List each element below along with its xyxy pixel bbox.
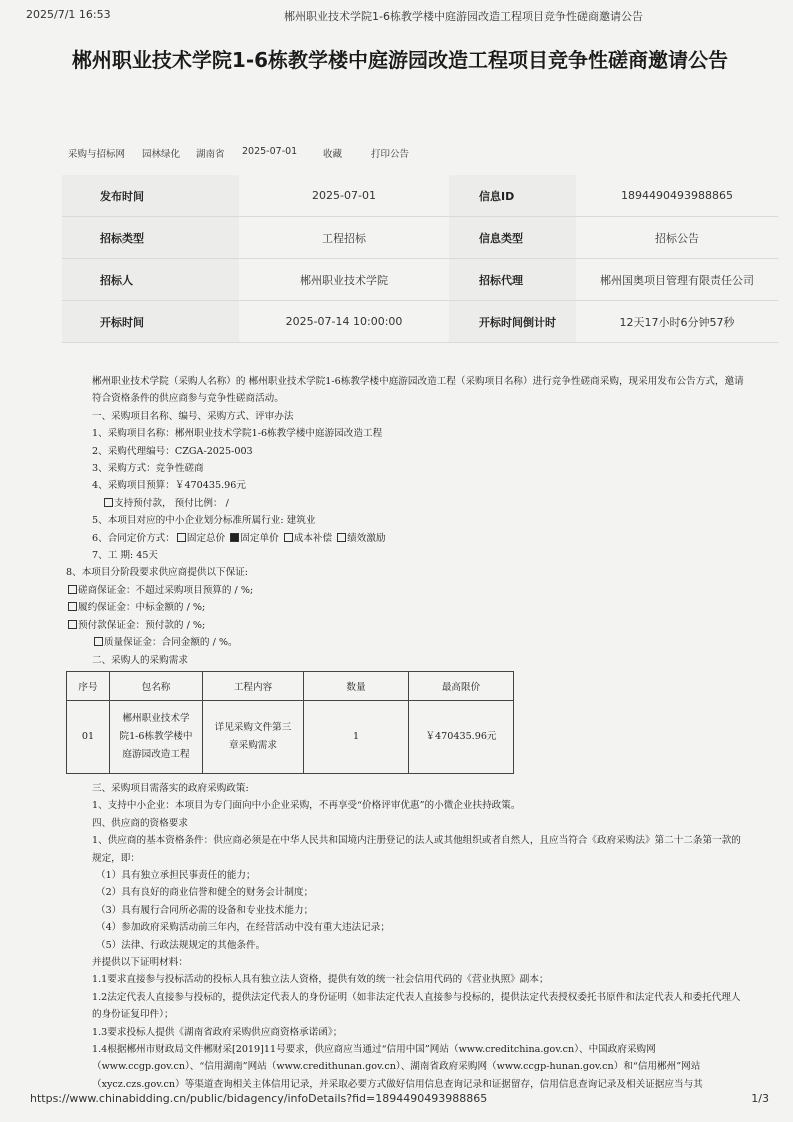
section-heading: 三、采购项目需落实的政府采购政策:	[92, 782, 249, 794]
cell-text: 章采购需求	[229, 739, 277, 751]
info-row	[62, 259, 778, 301]
list-item: 7、工 期: 45天	[92, 550, 159, 562]
meta-date: 2025-07-01	[242, 146, 298, 157]
list-item: （4）参加政府采购活动前三年内，在经营活动中没有重大违法记录；	[96, 922, 390, 934]
list-item: 1、采购项目名称：郴州职业技术学院1-6栋教学楼中庭游园改造工程	[92, 428, 383, 440]
info-type-value: 招标公告	[576, 217, 778, 259]
pricing-option: 成本补偿	[293, 532, 333, 544]
list-item: 1.4根据郴州市财政局文件郴财采[2019]11号要求，供应商应当通过“信用中国”网站（www.creditchina.gov.cn）、中国政府采购网（www.ccgp.gov.cn）、“信用湖南”网站（www.credithunan.gov.cn）、湖南省政府采购网（www.ccgp-hunan.gov.cn）和“信用郴州”网站（xycz.czs.gov.cn）等渠道查询相关主体信用记录，并采取必要方式做好信用信息查询记录和证据留存，信用信息查询记录及相关证据应当与其	[92, 1044, 703, 1090]
cell-no: 01	[67, 700, 110, 773]
list-item: （1）具有独立承担民事责任的能力；	[96, 869, 256, 881]
guarantee-text: 质量保证金：合同金额的 / %。	[104, 637, 238, 649]
meta-site[interactable]: 采购与招标网	[68, 149, 126, 160]
prepayment-text: 支持预付款， 预付比例： /	[114, 497, 229, 509]
section-heading: 一、采购项目名称、编号、采购方式、评审办法	[92, 410, 294, 422]
favorite-button[interactable]: 收藏	[323, 149, 343, 160]
cell-text: 详见采购文件第三	[214, 721, 292, 733]
checkbox-icon	[284, 533, 293, 542]
open-time-label: 开标时间	[62, 301, 239, 343]
list-item: 1.3要求投标人提供《湖南省政府采购供应商资格承诺函》；	[92, 1026, 343, 1038]
bid-type-value: 工程招标	[239, 217, 449, 259]
checkbox-icon	[68, 585, 77, 594]
section-heading: 四、供应商的资格要求	[92, 817, 188, 829]
meta-region[interactable]: 湖南省	[196, 149, 225, 160]
bid-type-label: 招标类型	[62, 217, 239, 259]
list-item: 3、采购方式：竞争性磋商	[92, 463, 204, 475]
pricing-option: 固定单价	[240, 532, 279, 544]
list-item: 1、供应商的基本资格条件：供应商必须是在中华人民共和国境内注册登记的法人或其他组织或者自然人，且应当符合《政府采购法》第二十二条第一款的规定，即：	[92, 835, 741, 864]
list-item: 1.2法定代表人直接参与投标的，提供法定代表人的身份证明（如非法定代表人直接参与投标的，提供法定代表授权委托书原件和法定代表人和委托代理人的身份证复印件）；	[92, 991, 741, 1021]
list-item: 2、采购代理编号：CZGA-2025-003	[92, 445, 253, 457]
guarantee-item	[66, 599, 746, 616]
list-item: 1.1要求直接参与投标活动的投标人具有独立法人资格，提供有效的统一社会信用代码的《营业执照》副本；	[92, 974, 549, 986]
cell-text: 郴州职业技术学	[122, 712, 190, 724]
list-item: （2）具有良好的商业信誉和健全的财务会计制度；	[96, 887, 314, 899]
page-url: https://www.chinabidding.cn/public/bidagency/infoDetails?fid=1894490493988865	[30, 1092, 488, 1105]
info-row	[62, 217, 778, 259]
requirements-table	[66, 671, 514, 774]
column-header: 最高限价	[409, 671, 514, 700]
list-item	[66, 530, 746, 547]
checkbox-icon	[94, 637, 103, 646]
page-number: 1/3	[751, 1092, 769, 1105]
column-header: 序号	[67, 671, 110, 700]
info-table	[62, 175, 778, 343]
table-header-row	[67, 671, 514, 700]
list-item: 5、本项目对应的中小企业划分标准所属行业: 建筑业	[92, 515, 316, 527]
list-item: 并提供以下证明材料：	[92, 956, 188, 968]
print-datetime: 2025/7/1 16:53	[26, 8, 111, 21]
info-id-label: 信息ID	[449, 175, 576, 217]
info-row	[62, 175, 778, 217]
guarantee-text: 预付款保证金：预付款的 / %;	[78, 619, 206, 631]
column-header: 包名称	[110, 671, 203, 700]
cell-price: ￥470435.96元	[409, 700, 514, 773]
guarantee-item	[66, 634, 746, 651]
info-row	[62, 301, 778, 343]
list-item: （3）具有履行合同所必需的设备和专业技术能力；	[96, 904, 314, 916]
guarantee-text: 履约保证金：中标金额的 / %;	[78, 602, 206, 614]
checkbox-icon	[337, 533, 346, 542]
publish-time-label: 发布时间	[62, 175, 239, 217]
countdown-value: 12天17小时6分钟57秒	[576, 301, 778, 343]
cell-qty: 1	[304, 700, 409, 773]
info-type-label: 信息类型	[449, 217, 576, 259]
table-row	[67, 700, 514, 773]
announcement-body	[66, 373, 746, 1093]
column-header: 数量	[304, 671, 409, 700]
agent-label: 招标代理	[449, 259, 576, 301]
info-id-value: 1894490493988865	[576, 175, 778, 217]
agent-value: 郴州国奥项目管理有限责任公司	[576, 259, 778, 301]
pricing-label: 6、合同定价方式：	[92, 532, 175, 544]
list-item: 1、支持中小企业：本项目为专门面向中小企业采购，不再享受“价格评审优惠”的小微企业扶持政策。	[92, 800, 521, 812]
list-item: 8、本项目分阶段要求供应商提供以下保证:	[66, 567, 249, 579]
cell-content	[203, 700, 304, 773]
print-button[interactable]: 打印公告	[371, 149, 410, 160]
cell-text: 庭游园改造工程	[122, 748, 190, 760]
checked-checkbox-icon	[230, 533, 239, 542]
page-title: 郴州职业技术学院1-6栋教学楼中庭游园改造工程项目竞争性磋商邀请公告	[71, 48, 729, 72]
print-footer	[30, 1092, 769, 1108]
cell-package-name	[110, 700, 203, 773]
tenderer-value: 郴州职业技术学院	[239, 259, 449, 301]
print-header	[26, 8, 767, 24]
meta-category[interactable]: 园林绿化	[142, 149, 181, 160]
checkbox-icon	[104, 498, 113, 507]
intro-paragraph: 郴州职业技术学院（采购人名称）的 郴州职业技术学院1-6栋教学楼中庭游园改造工程（采购项目名称）进行竞争性磋商采购，现采用发布公告方式，邀请符合资格条件的供应商参与竞争性磋商活动。	[92, 376, 744, 405]
open-time-value: 2025-07-14 10:00:00	[239, 301, 449, 343]
section-heading: 二、采购人的采购需求	[92, 654, 188, 666]
print-page-title: 郴州职业技术学院1-6栋教学楼中庭游园改造工程项目竞争性磋商邀请公告	[284, 10, 643, 23]
checkbox-icon	[68, 620, 77, 629]
pricing-option: 绩效激励	[347, 532, 386, 544]
column-header: 工程内容	[203, 671, 304, 700]
guarantee-item	[66, 582, 746, 599]
list-item: （5）法律、行政法规规定的其他条件。	[96, 939, 266, 951]
guarantee-item	[66, 617, 746, 634]
pricing-option: 固定总价	[186, 532, 226, 544]
tenderer-label: 招标人	[62, 259, 239, 301]
list-item: 4、采购项目预算：￥470435.96元	[92, 480, 246, 492]
countdown-label: 开标时间倒计时	[449, 301, 576, 343]
publish-time-value: 2025-07-01	[239, 175, 449, 217]
checkbox-icon	[177, 533, 186, 542]
checkbox-icon	[68, 602, 77, 611]
list-item	[66, 495, 746, 512]
guarantee-text: 磋商保证金：不超过采购项目预算的 / %;	[78, 584, 254, 596]
cell-text: 院1-6栋教学楼中	[119, 730, 193, 742]
